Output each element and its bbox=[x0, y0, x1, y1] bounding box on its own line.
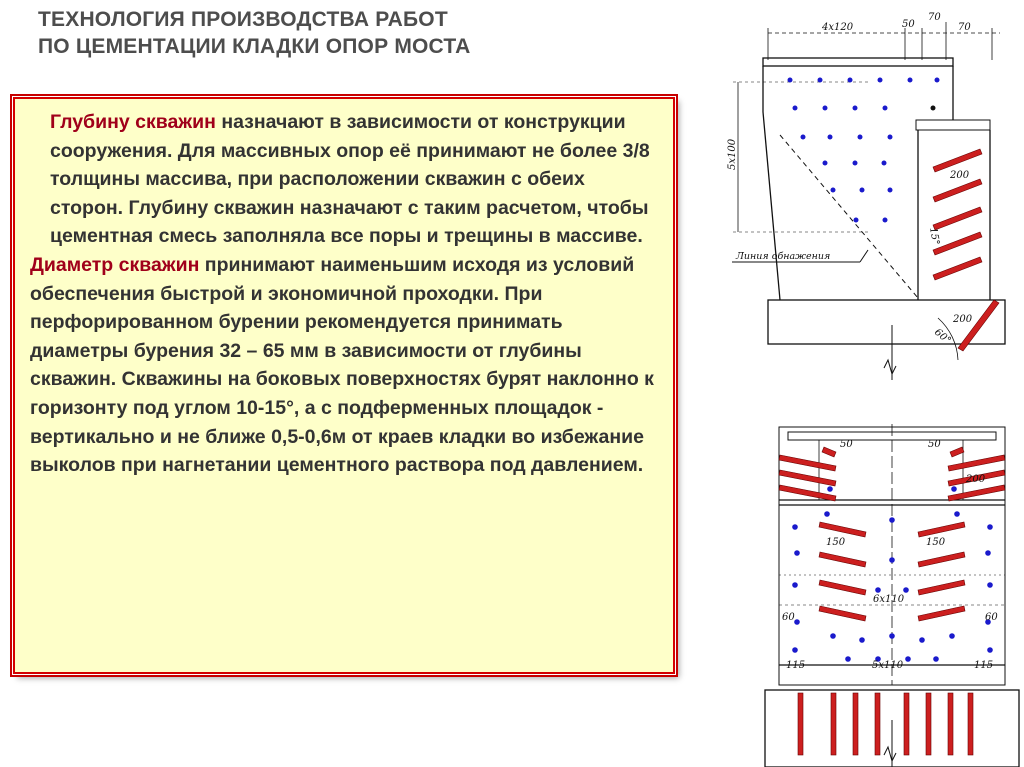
top-cap bbox=[763, 58, 953, 66]
top-grout-holes bbox=[788, 78, 940, 223]
label-150a: 150 bbox=[826, 537, 846, 548]
label-exposure-line: Линия обнажения bbox=[736, 251, 831, 262]
label-60a: 60 bbox=[782, 612, 795, 623]
paragraph-depth bbox=[30, 108, 663, 251]
label-5x110: 5х110 bbox=[872, 660, 904, 671]
label-50: 50 bbox=[902, 19, 915, 30]
top-section-diagram bbox=[732, 22, 1005, 380]
title-line-1: ТЕХНОЛОГИЯ ПРОИЗВОДСТВА РАБОТ bbox=[38, 8, 448, 31]
label-4x120: 4х120 bbox=[822, 22, 854, 33]
label-15deg: 15° bbox=[927, 226, 941, 246]
paragraph-diameter bbox=[30, 251, 663, 480]
term-depth: Глубину скважин bbox=[50, 111, 216, 133]
description-box bbox=[13, 97, 675, 674]
label-200: 200 bbox=[966, 474, 986, 485]
label-200b: 200 bbox=[953, 314, 973, 325]
top-labels bbox=[727, 12, 973, 347]
label-60b: 60 bbox=[985, 612, 998, 623]
bottom-grout-holes bbox=[792, 486, 993, 662]
label-50b: 50 bbox=[928, 439, 941, 450]
page-title bbox=[38, 6, 470, 60]
label-115b: 115 bbox=[974, 660, 994, 671]
label-115a: 115 bbox=[786, 660, 806, 671]
title-line-2: ПО ЦЕМЕНТАЦИИ КЛАДКИ ОПОР МОСТА bbox=[38, 35, 471, 58]
label-70a: 70 bbox=[928, 12, 941, 23]
label-60deg: 60° bbox=[932, 326, 953, 347]
label-6x110: 6х110 bbox=[873, 594, 905, 605]
text-diameter: принимают наименьшим исходя из условий обеспечения быстрой и экономичной проходки. При перфорированном бурении рекомендуется принимать диаметры бурения 32 – 65 мм в зависимости от глубины скважин. Скважины на боковых поверхностях бурят наклонно к горизонту под углом 10-15°, а с подферменных площадок - вертикально и не ближе 0,5-0,6м от краев кладки во избежание выколов при нагнетании цементного раствора под давлением. bbox=[30, 253, 654, 477]
label-70b: 70 bbox=[958, 22, 971, 33]
term-diameter: Диаметр скважин bbox=[30, 253, 200, 276]
label-200a: 200 bbox=[950, 170, 970, 181]
text-depth: назначают в зависимости от конструкции сооружения. Для массивных опор её принимают не более 3/8 толщины массива, при расположении скважин с обеих сторон. Глубину скважин назначают с таким расчетом, чтобы цементная смесь заполняла все поры и трещины в массиве. bbox=[50, 111, 650, 248]
label-5x100: 5х100 bbox=[727, 138, 738, 170]
pier-diagrams bbox=[700, 0, 1024, 767]
label-150b: 150 bbox=[926, 537, 946, 548]
label-50a: 50 bbox=[840, 439, 853, 450]
